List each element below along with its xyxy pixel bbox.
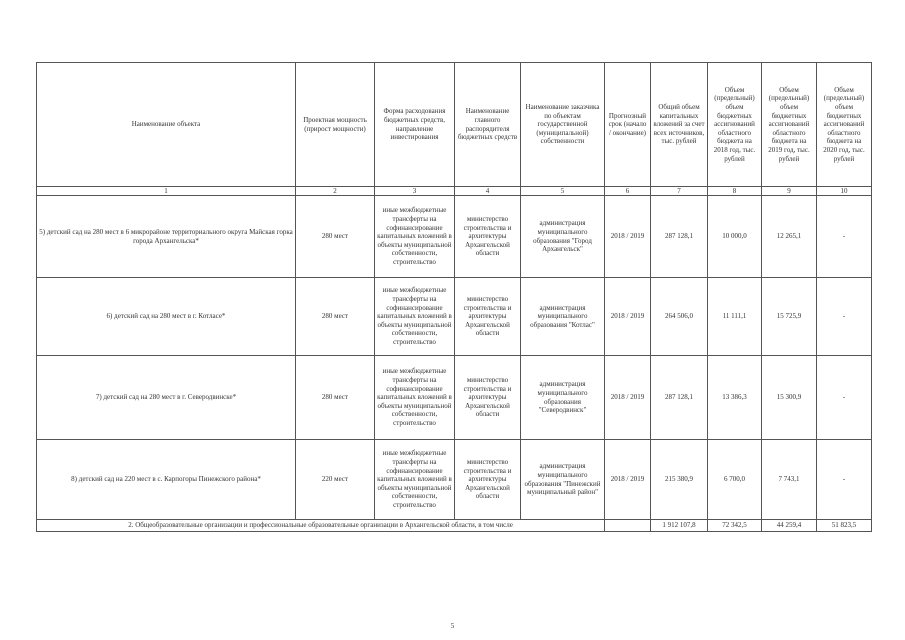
section-total-term-cell [605,520,651,532]
section-total-2018-cell: 72 342,5 [708,520,762,532]
header-budget-2019: Объем (предельный) объем бюджетных ассигнований областного бюджета на 2019 год, тыс. рублей [762,63,817,187]
object-name-cell: 7) детский сад на 280 мест в г. Северодвинске* [37,356,296,440]
column-number: 10 [817,187,872,196]
section-total-2020-cell: 51 823,5 [817,520,872,532]
header-object-name: Наименование объекта [37,63,296,187]
header-budget-2018: Объем (предельный) объем бюджетных ассигнований областного бюджета на 2018 год, тыс. рублей [708,63,762,187]
table-row [37,196,872,278]
header-capacity: Проектная мощность (прирост мощности) [296,63,375,187]
budget-2019-cell: 7 743,1 [762,440,817,520]
section-total-2019-cell: 44 259,4 [762,520,817,532]
spending-form-cell: иные межбюджетные трансферты на софинансирование капитальных вложений в объекты муниципальной собственности, строительство [375,196,455,278]
column-number-row [37,187,872,196]
spending-form-cell: иные межбюджетные трансферты на софинансирование капитальных вложений в объекты муниципальной собственности, строительство [375,440,455,520]
column-number: 5 [521,187,605,196]
customer-cell: администрация муниципального образования "Северодвинск" [521,356,605,440]
capacity-cell: 220 мест [296,440,375,520]
term-cell: 2018 / 2019 [605,356,651,440]
capital-investment-table [36,62,872,532]
header-total-investment: Общий объем капитальных вложений за счет всех источников, тыс. рублей [651,63,708,187]
total-investment-cell: 215 380,9 [651,440,708,520]
object-name-cell: 5) детский сад на 280 мест в 6 микрорайоне территориального округа Майская горка города Архангельска* [37,196,296,278]
column-number: 1 [37,187,296,196]
budget-2019-cell: 15 300,9 [762,356,817,440]
spending-form-cell: иные межбюджетные трансферты на софинансирование капитальных вложений в объекты муниципальной собственности, строительство [375,356,455,440]
budget-2020-cell: - [817,278,872,356]
section-total-row [37,520,872,532]
table-row [37,278,872,356]
budget-manager-cell: министерство строительства и архитектуры Архангельской области [455,278,521,356]
budget-manager-cell: министерство строительства и архитектуры Архангельской области [455,196,521,278]
header-term: Прогнозный срок (начало / окончание) [605,63,651,187]
budget-2019-cell: 15 725,9 [762,278,817,356]
column-number: 2 [296,187,375,196]
capacity-cell: 280 мест [296,356,375,440]
term-cell: 2018 / 2019 [605,440,651,520]
total-investment-cell: 287 128,1 [651,356,708,440]
header-budget-manager: Наименование главного распорядителя бюджетных средств [455,63,521,187]
column-number: 6 [605,187,651,196]
object-name-cell: 6) детский сад на 280 мест в г. Котласе* [37,278,296,356]
term-cell: 2018 / 2019 [605,278,651,356]
header-budget-2020: Объем (предельный) объем бюджетных ассигнований областного бюджета на 2020 год, тыс. рублей [817,63,872,187]
budget-2020-cell: - [817,196,872,278]
total-investment-cell: 287 128,1 [651,196,708,278]
table-header-row [37,63,872,187]
customer-cell: администрация муниципального образования "Котлас" [521,278,605,356]
table-row [37,440,872,520]
column-number: 9 [762,187,817,196]
column-number: 7 [651,187,708,196]
budget-2019-cell: 12 265,1 [762,196,817,278]
header-spending-form: Форма расходования бюджетных средств, направление инвестирования [375,63,455,187]
object-name-cell: 8) детский сад на 220 мест в с. Карпогоры Пинежского района* [37,440,296,520]
capacity-cell: 280 мест [296,196,375,278]
budget-2020-cell: - [817,440,872,520]
spending-form-cell: иные межбюджетные трансферты на софинансирование капитальных вложений в объекты муниципальной собственности, строительство [375,278,455,356]
column-number: 3 [375,187,455,196]
budget-2018-cell: 10 000,0 [708,196,762,278]
capacity-cell: 280 мест [296,278,375,356]
budget-manager-cell: министерство строительства и архитектуры Архангельской области [455,440,521,520]
budget-2018-cell: 6 700,0 [708,440,762,520]
budget-2018-cell: 11 111,1 [708,278,762,356]
page-number: 5 [450,622,455,630]
section-total-label: 2. Общеобразовательные организации и профессиональные образовательные организации в Архангельской области, в том числе [37,520,605,532]
term-cell: 2018 / 2019 [605,196,651,278]
header-customer: Наименование заказчика по объектам государственной (муниципальной) собственности [521,63,605,187]
budget-2018-cell: 13 386,3 [708,356,762,440]
budget-2020-cell: - [817,356,872,440]
table-row [37,356,872,440]
column-number: 4 [455,187,521,196]
customer-cell: администрация муниципального образования "Город Архангельск" [521,196,605,278]
section-total-investment-cell: 1 912 107,8 [651,520,708,532]
total-investment-cell: 264 506,0 [651,278,708,356]
customer-cell: администрация муниципального образования "Пинежский муниципальный район" [521,440,605,520]
budget-manager-cell: министерство строительства и архитектуры Архангельской области [455,356,521,440]
column-number: 8 [708,187,762,196]
